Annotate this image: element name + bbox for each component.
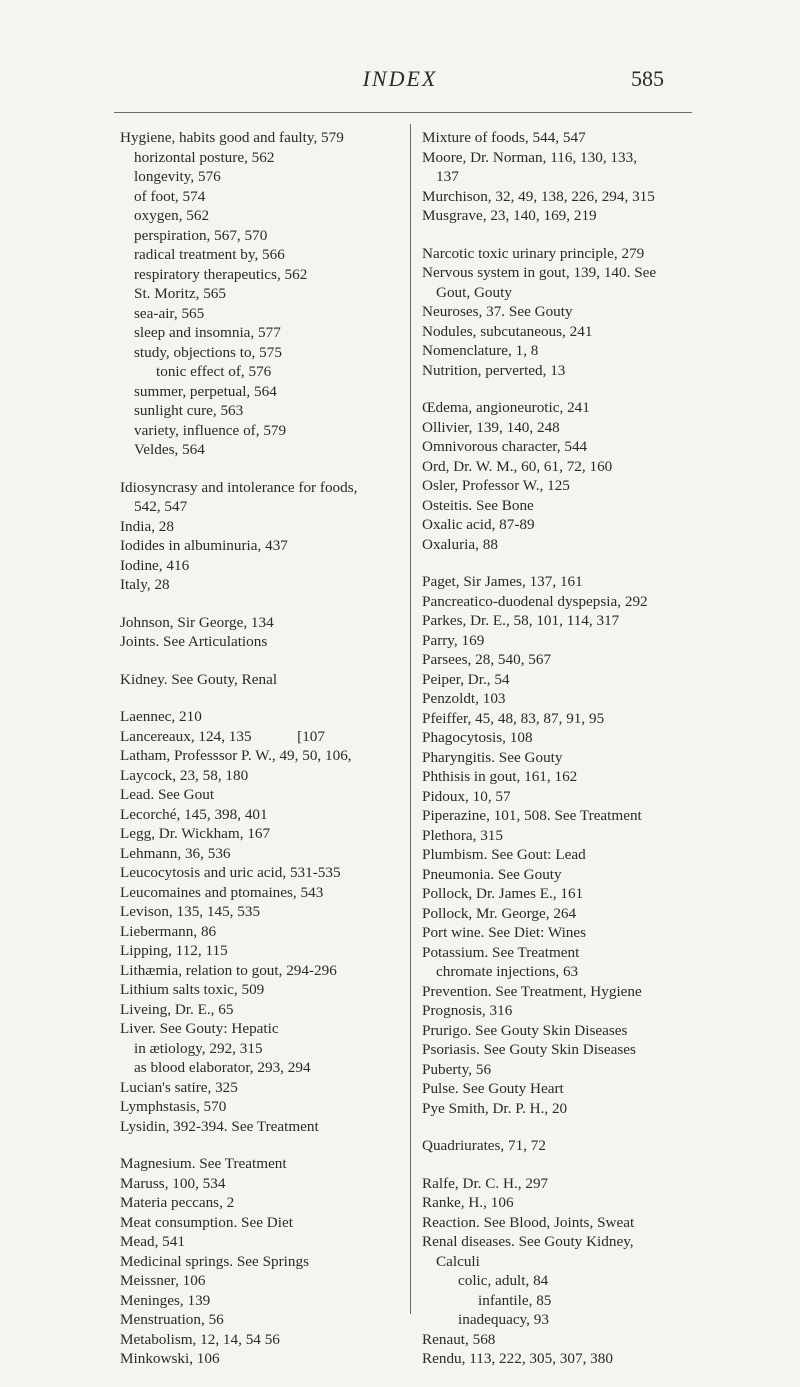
- index-entry: Musgrave, 23, 140, 169, 219: [422, 207, 597, 224]
- index-letter-group: [422, 398, 698, 554]
- index-entry: Piperazine, 101, 508. See Treatment: [422, 807, 642, 824]
- index-letter-group: [422, 1136, 698, 1156]
- index-entry: Nervous system in gout, 139, 140. See: [422, 264, 657, 281]
- index-entry: Ord, Dr. W. M., 60, 61, 72, 160: [422, 457, 613, 475]
- index-entry: Nodules, subcutaneous, 241: [422, 322, 593, 340]
- index-entry: Pidoux, 10, 57: [422, 787, 511, 805]
- index-entry: Leucocytosis and uric acid, 531-535: [120, 864, 341, 881]
- index-subentry: horizontal posture, 562: [134, 148, 275, 166]
- index-entry: Parsees, 28, 540, 567: [422, 651, 552, 668]
- index-entry: Pharyngitis. See Gouty: [422, 748, 563, 766]
- index-entry: Psoriasis. See Gouty Skin Diseases: [422, 1041, 636, 1058]
- running-head: INDEX: [362, 66, 438, 91]
- index-entry: Nomenclature, 1, 8: [422, 342, 539, 359]
- index-subentry: infantile, 85: [478, 1291, 552, 1309]
- index-subentry: 137: [436, 168, 459, 185]
- index-entry: Œdema, angioneurotic, 241: [422, 399, 590, 416]
- index-subentry: radical treatment by, 566: [134, 246, 285, 263]
- index-entry: Lysidin, 392-394. See Treatment: [120, 1117, 319, 1135]
- index-subentry: perspiration, 567, 570: [134, 226, 268, 244]
- index-entry: Phagocytosis, 108: [422, 729, 533, 746]
- index-subentry: longevity, 576: [134, 168, 221, 185]
- index-entry: Paget, Sir James, 137, 161: [422, 573, 583, 590]
- index-entry: Iodides in albuminuria, 437: [120, 537, 288, 554]
- index-entry: Levison, 135, 145, 535: [120, 903, 261, 920]
- index-entry: Pneumonia. See Gouty: [422, 865, 562, 883]
- index-entry: Lymphstasis, 570: [120, 1098, 227, 1115]
- index-entry: Laycock, 23, 58, 180: [120, 766, 249, 784]
- index-subentry: sea-air, 565: [134, 304, 205, 322]
- index-entry: Pfeiffer, 45, 48, 83, 87, 91, 95: [422, 709, 605, 727]
- index-entry: Pollock, Dr. James E., 161: [422, 885, 584, 902]
- index-entry: Quadriurates, 71, 72: [422, 1137, 546, 1154]
- index-subentry: colic, adult, 84: [458, 1272, 549, 1289]
- index-entry: Iodine, 416: [120, 556, 190, 574]
- index-letter-group: [120, 128, 388, 460]
- index-entry: Osteitis. See Bone: [422, 496, 534, 514]
- index-entry: Pancreatico-duodenal dyspepsia, 292: [422, 592, 648, 610]
- index-entry: Joints. See Articulations: [120, 633, 268, 650]
- index-entry: Rendu, 113, 222, 305, 307, 380: [422, 1350, 613, 1367]
- index-entry: Pollock, Mr. George, 264: [422, 904, 577, 922]
- index-entry: Minkowski, 106: [120, 1350, 220, 1367]
- index-entry: Prevention. See Treatment, Hygiene: [422, 982, 642, 1000]
- index-letter-group: [120, 1154, 388, 1369]
- index-entry: Mead, 541: [120, 1233, 185, 1250]
- index-entry: Renal diseases. See Gouty Kidney,: [422, 1233, 634, 1250]
- index-entry: Latham, Professsor P. W., 49, 50, 106,: [120, 747, 352, 764]
- index-entry: India, 28: [120, 517, 174, 535]
- index-entry: Murchison, 32, 49, 138, 226, 294, 315: [422, 187, 655, 205]
- index-entry: Hygiene, habits good and faulty, 579: [120, 129, 344, 146]
- index-entry: Johnson, Sir George, 134: [120, 613, 274, 631]
- index-entry: Lucian's satire, 325: [120, 1078, 238, 1096]
- page-header: [0, 62, 800, 102]
- index-entry: Moore, Dr. Norman, 116, 130, 133,: [422, 148, 637, 166]
- index-entry: Narcotic toxic urinary principle, 279: [422, 244, 645, 262]
- index-entry: Phthisis in gout, 161, 162: [422, 768, 578, 785]
- index-entry: Liebermann, 86: [120, 922, 217, 940]
- index-subentry: variety, influence of, 579: [134, 421, 287, 439]
- index-subentry: of foot, 574: [134, 187, 206, 205]
- index-entry: Ollivier, 139, 140, 248: [422, 418, 560, 436]
- index-subentry: St. Moritz, 565: [134, 285, 226, 302]
- index-entry: Lehmann, 36, 536: [120, 844, 231, 862]
- index-entry: Mixture of foods, 544, 547: [422, 129, 586, 146]
- page-number: 585: [631, 66, 664, 91]
- index-entry: Liver. See Gouty: Hepatic: [120, 1020, 279, 1037]
- index-letter-group: [120, 670, 388, 690]
- index-entry: Nutrition, perverted, 13: [422, 361, 566, 379]
- index-entry: Oxalic acid, 87-89: [422, 516, 535, 533]
- index-entry: Meat consumption. See Diet: [120, 1213, 293, 1231]
- index-entry: Lead. See Gout: [120, 786, 215, 803]
- index-subentry: Veldes, 564: [134, 441, 205, 458]
- index-entry: Potassium. See Treatment: [422, 943, 580, 961]
- index-entry: Port wine. See Diet: Wines: [422, 924, 587, 941]
- index-entry: Lancereaux, 124, 135 [107: [120, 727, 325, 745]
- index-subentry: as blood elaborator, 293, 294: [134, 1059, 311, 1076]
- column-divider: [410, 124, 411, 1314]
- index-entry: Leucomaines and ptomaines, 543: [120, 883, 324, 901]
- index-entry: Ranke, H., 106: [422, 1194, 514, 1211]
- index-entry: Meissner, 106: [120, 1272, 206, 1289]
- index-subentry: sunlight cure, 563: [134, 402, 244, 419]
- index-subentry: 542, 547: [134, 498, 188, 515]
- index-entry: Medicinal springs. See Springs: [120, 1252, 309, 1270]
- index-entry: Italy, 28: [120, 576, 170, 593]
- index-subentry: summer, perpetual, 564: [134, 382, 277, 400]
- index-letter-group: [120, 707, 388, 1136]
- index-entry: Puberty, 56: [422, 1060, 492, 1078]
- index-entry: Parry, 169: [422, 631, 485, 649]
- index-entry: Laennec, 210: [120, 708, 202, 725]
- index-entry: Reaction. See Blood, Joints, Sweat: [422, 1213, 635, 1231]
- index-entry: Omnivorous character, 544: [422, 438, 588, 455]
- index-subentry: tonic effect of, 576: [156, 363, 272, 380]
- header-rule: [114, 112, 692, 113]
- index-entry: Lecorché, 145, 398, 401: [120, 805, 268, 823]
- index-letter-group: [422, 1174, 698, 1369]
- index-letter-group: [422, 128, 698, 226]
- index-letter-group: [422, 572, 698, 1118]
- index-subentry: oxygen, 562: [134, 207, 210, 224]
- index-entry: Prurigo. See Gouty Skin Diseases: [422, 1021, 628, 1039]
- index-letter-group: [120, 478, 388, 595]
- index-entry: Menstruation, 56: [120, 1311, 224, 1328]
- index-letter-group: [422, 244, 698, 381]
- index-entry: Pulse. See Gouty Heart: [422, 1080, 564, 1097]
- index-entry: Oxaluria, 88: [422, 535, 498, 553]
- index-entry: Idiosyncrasy and intolerance for foods,: [120, 478, 358, 496]
- index-entry: Pye Smith, Dr. P. H., 20: [422, 1099, 568, 1117]
- index-subentry: Calculi: [436, 1252, 480, 1270]
- index-entry: Plumbism. See Gout: Lead: [422, 846, 586, 863]
- index-entry: Lithium salts toxic, 509: [120, 981, 265, 998]
- index-entry: Prognosis, 316: [422, 1002, 513, 1019]
- index-subentry: chromate injections, 63: [436, 963, 579, 980]
- index-entry: Ralfe, Dr. C. H., 297: [422, 1174, 549, 1192]
- index-entry: Penzoldt, 103: [422, 690, 506, 707]
- index-entry: Materia peccans, 2: [120, 1194, 235, 1211]
- index-subentry: Gout, Gouty: [436, 283, 512, 301]
- index-entry: Maruss, 100, 534: [120, 1174, 226, 1192]
- index-entry: Magnesium. See Treatment: [120, 1155, 287, 1172]
- index-entry: Lithæmia, relation to gout, 294-296: [120, 961, 337, 979]
- index-column-left: [120, 128, 388, 1387]
- index-entry: Neuroses, 37. See Gouty: [422, 303, 573, 320]
- index-column-right: [422, 128, 698, 1387]
- index-entry: Parkes, Dr. E., 58, 101, 114, 317: [422, 612, 620, 629]
- index-entry: Renaut, 568: [422, 1330, 496, 1348]
- index-entry: Metabolism, 12, 14, 54 56: [120, 1330, 280, 1348]
- index-entry: Meninges, 139: [120, 1291, 211, 1309]
- index-entry: Kidney. See Gouty, Renal: [120, 670, 278, 688]
- index-entry: Liveing, Dr. E., 65: [120, 1000, 234, 1018]
- index-subentry: study, objections to, 575: [134, 343, 282, 361]
- index-entry: Plethora, 315: [422, 826, 503, 844]
- index-subentry: in ætiology, 292, 315: [134, 1039, 263, 1057]
- index-entry: Legg, Dr. Wickham, 167: [120, 825, 271, 842]
- index-subentry: inadequacy, 93: [458, 1311, 549, 1328]
- index-subentry: sleep and insomnia, 577: [134, 324, 281, 341]
- index-entry: Osler, Professor W., 125: [422, 477, 570, 494]
- index-subentry: respiratory therapeutics, 562: [134, 265, 308, 283]
- index-entry: Lipping, 112, 115: [120, 942, 228, 959]
- index-letter-group: [120, 613, 388, 652]
- index-entry: Peiper, Dr., 54: [422, 670, 510, 688]
